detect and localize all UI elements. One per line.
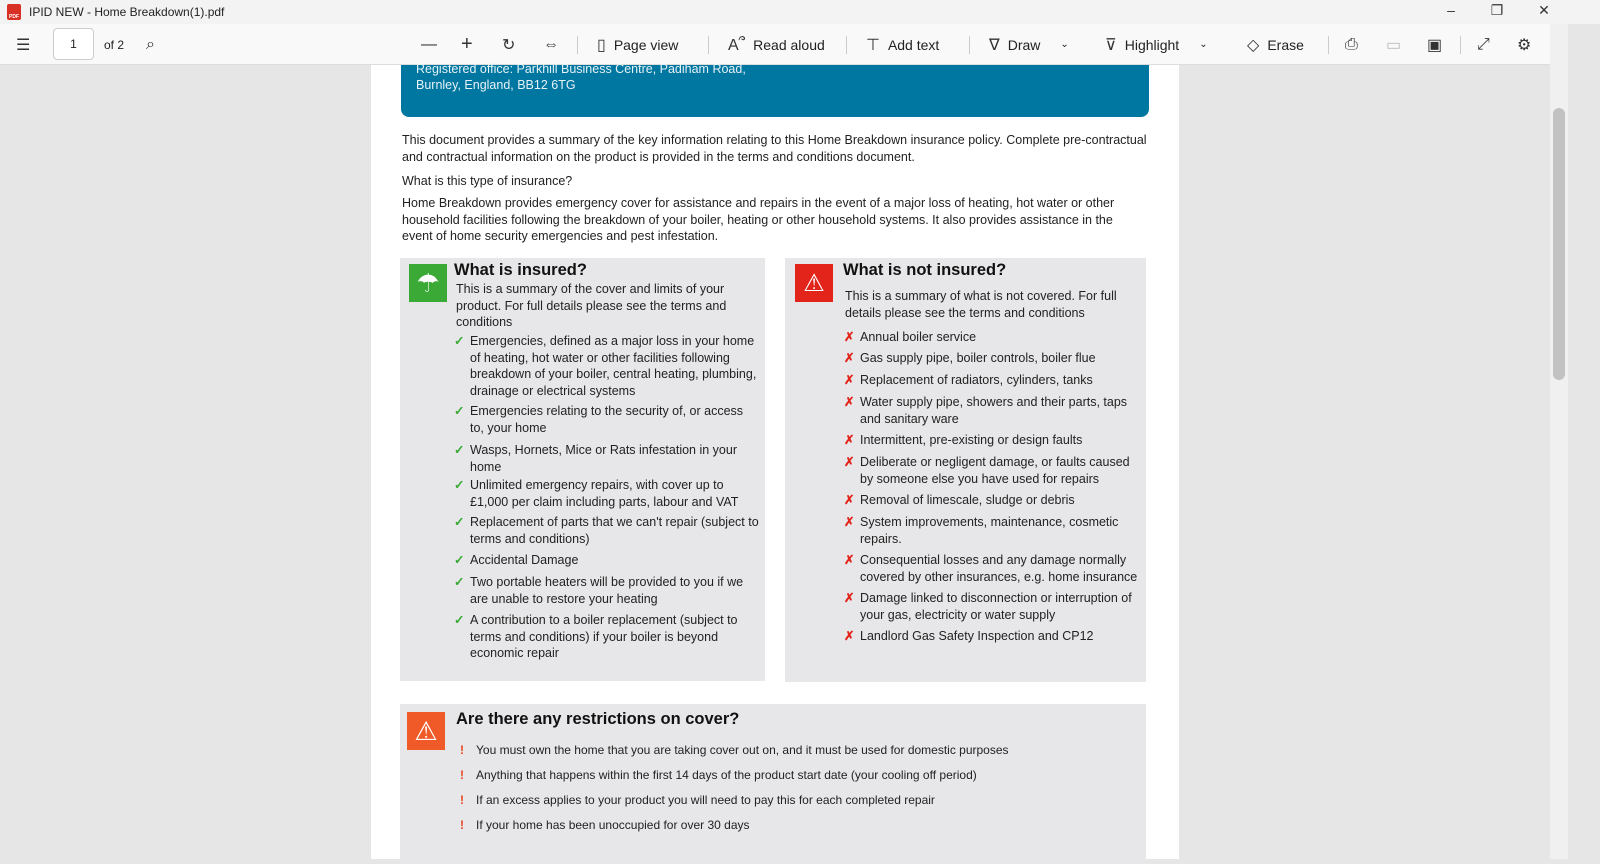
- exclamation-icon: !: [460, 743, 464, 757]
- list-item-text: Wasps, Hornets, Mice or Rats infestation in your home: [470, 443, 737, 474]
- pdf-page: [371, 62, 1179, 859]
- add-text-label: Add text: [887, 36, 940, 53]
- rotate-icon[interactable]: ↻: [502, 36, 516, 54]
- list-item: [460, 767, 1136, 784]
- list-item-text: Replacement of parts that we can't repair (subject to terms and conditions): [470, 515, 759, 546]
- save-as-icon[interactable]: ▣: [1427, 36, 1443, 54]
- list-item: [844, 492, 1140, 509]
- list-item-text: Unlimited emergency repairs, with cover up to £1,000 per claim including parts, labour and VAT: [470, 478, 739, 509]
- cross-icon: ✗: [844, 553, 855, 567]
- cross-icon: ✗: [844, 395, 855, 409]
- page-number-input[interactable]: 1: [53, 28, 94, 60]
- add-text-button[interactable]: [866, 24, 939, 65]
- registered-office-line-1: Registered office: Parkhill Business Centre, Padiham Road,: [416, 62, 746, 76]
- list-item: [844, 372, 1140, 389]
- registered-office-line-2: Burnley, England, BB12 6TG: [416, 78, 576, 92]
- list-item: [460, 792, 1136, 809]
- warning-cross-icon: ⚠: [795, 264, 833, 302]
- cross-icon: ✗: [844, 515, 855, 529]
- intro-text: This document provides a summary of the key information relating to this Home Breakdown insurance policy. Complete pre-contractual and contractual information on the product is provided in the terms and conditions document.: [402, 133, 1147, 164]
- cross-icon: ✗: [844, 455, 855, 469]
- chevron-down-icon[interactable]: ⌄: [1199, 39, 1208, 50]
- list-item-text: Emergencies, defined as a major loss in your home of heating, hot water or other facilities following breakdown of your boiler, central heating, plumbing, drainage or electrical systems: [470, 334, 757, 398]
- draw-button[interactable]: [989, 24, 1069, 65]
- list-item: [454, 333, 760, 399]
- cross-icon: ✗: [844, 330, 855, 344]
- search-icon[interactable]: ⌕: [146, 35, 155, 53]
- read-aloud-icon: A՞: [728, 36, 746, 54]
- save-icon[interactable]: ▭: [1386, 36, 1402, 54]
- list-item-text: Accidental Damage: [470, 553, 579, 567]
- page-total: of 2: [104, 37, 125, 52]
- section-title: What is not insured?: [843, 261, 1007, 279]
- list-item: [460, 817, 1136, 834]
- cross-icon: ✗: [844, 591, 855, 605]
- text-box-icon: ⊤: [866, 36, 880, 54]
- window-title: IPID NEW - Home Breakdown(1).pdf: [29, 5, 225, 19]
- list-item-text: System improvements, maintenance, cosmetic repairs.: [860, 515, 1119, 546]
- exclamation-icon: !: [460, 768, 464, 782]
- exclamation-icon: !: [460, 818, 464, 832]
- list-item-text: Water supply pipe, showers and their parts, taps and sanitary ware: [860, 395, 1128, 426]
- what-is-not-insured-section: [785, 258, 1146, 682]
- exclamation-icon: !: [460, 793, 464, 807]
- page-view-button[interactable]: [597, 24, 678, 65]
- list-item: [454, 514, 760, 547]
- cross-icon: ✗: [844, 629, 855, 643]
- check-icon: ✓: [454, 553, 465, 567]
- list-item: [844, 590, 1140, 623]
- erase-button[interactable]: [1247, 24, 1304, 65]
- list-item: [844, 432, 1140, 449]
- type-answer: Home Breakdown provides emergency cover for assistance and repairs in the event of a major loss of heating, hot water or other household facilities following the breakdown of your boiler, heating or other household systems. It also provides assistance in the event of home security emergencies and pest infestation.: [402, 196, 1115, 243]
- list-item-text: If your home has been unoccupied for over 30 days: [476, 818, 750, 832]
- list-item: [454, 574, 760, 607]
- list-item-text: Gas supply pipe, boiler controls, boiler flue: [860, 351, 1096, 365]
- type-question: What is this type of insurance?: [402, 174, 573, 188]
- list-item: [454, 477, 760, 510]
- list-item: [460, 742, 1136, 759]
- section-title: What is insured?: [454, 261, 587, 279]
- highlighter-icon: ⊽: [1105, 36, 1117, 54]
- cross-icon: ✗: [844, 351, 855, 365]
- toolbar: [0, 24, 1568, 65]
- list-item-text: If an excess applies to your product you will need to pay this for each completed repair: [476, 793, 935, 807]
- list-item: [454, 612, 760, 662]
- table-of-contents-icon[interactable]: ☰: [16, 36, 31, 54]
- list-item-text: Landlord Gas Safety Inspection and CP12: [860, 629, 1094, 643]
- section-title: Are there any restrictions on cover?: [456, 710, 740, 728]
- zoom-out-icon[interactable]: —: [421, 35, 437, 53]
- zoom-in-icon[interactable]: +: [461, 33, 473, 55]
- what-is-insured-section: [400, 258, 765, 681]
- header-banner: [401, 62, 1149, 117]
- cross-icon: ✗: [844, 373, 855, 387]
- list-item: [844, 514, 1140, 547]
- highlight-button[interactable]: [1105, 24, 1208, 65]
- list-item: [844, 394, 1140, 427]
- restore-button[interactable]: ❐: [1490, 2, 1504, 18]
- pdf-file-icon: PDF: [7, 4, 21, 20]
- list-item-text: Removal of limescale, sludge or debris: [860, 493, 1075, 507]
- list-item: [844, 552, 1140, 585]
- check-icon: ✓: [454, 613, 465, 627]
- list-item: [844, 454, 1140, 487]
- check-icon: ✓: [454, 334, 465, 348]
- list-item-text: Damage linked to disconnection or interruption of your gas, electricity or water supply: [860, 591, 1132, 622]
- cross-icon: ✗: [844, 433, 855, 447]
- list-item-text: A contribution to a boiler replacement (subject to terms and conditions) if your boiler is beyond economic repair: [470, 613, 738, 660]
- erase-label: Erase: [1267, 36, 1304, 53]
- cross-icon: ✗: [844, 493, 855, 507]
- list-item-text: Deliberate or negligent damage, or faults caused by someone else you have used for repairs: [860, 455, 1130, 486]
- list-item-text: Two portable heaters will be provided to you if we are unable to restore your heating: [470, 575, 744, 606]
- check-icon: ✓: [454, 443, 465, 457]
- list-item: [844, 628, 1140, 645]
- check-icon: ✓: [454, 575, 465, 589]
- fullscreen-icon[interactable]: ⤢: [1477, 35, 1490, 53]
- list-item-text: Replacement of radiators, cylinders, tanks: [860, 373, 1093, 387]
- restrictions-section: [400, 704, 1146, 864]
- read-aloud-button[interactable]: [728, 24, 825, 65]
- minimize-button[interactable]: –: [1447, 2, 1455, 18]
- settings-gear-icon[interactable]: ⚙: [1517, 36, 1532, 54]
- list-item-text: Intermittent, pre-existing or design faults: [860, 433, 1083, 447]
- highlight-label: Highlight: [1124, 36, 1180, 53]
- chevron-down-icon[interactable]: ⌄: [1060, 39, 1069, 50]
- read-aloud-label: Read aloud: [753, 36, 825, 53]
- list-item-text: You must own the home that you are taking cover out on, and it must be used for domestic purposes: [476, 743, 1009, 757]
- fit-width-icon[interactable]: ⇔: [543, 35, 559, 53]
- section-summary: This is a summary of what is not covered. For full details please see the terms and conditions: [845, 289, 1117, 320]
- list-item: [844, 329, 1140, 346]
- list-item: [844, 350, 1140, 367]
- list-item: [454, 552, 760, 569]
- page-view-icon: ▯: [597, 36, 606, 54]
- list-item: [454, 403, 760, 436]
- vertical-scrollbar[interactable]: [1550, 24, 1568, 859]
- print-icon[interactable]: ⎙: [1345, 35, 1358, 53]
- check-icon: ✓: [454, 404, 465, 418]
- warning-triangle-icon: ⚠: [407, 712, 445, 750]
- check-icon: ✓: [454, 515, 465, 529]
- close-button[interactable]: ✕: [1538, 2, 1550, 18]
- title-bar: [0, 0, 1600, 24]
- pen-icon: ∇: [989, 36, 1000, 54]
- section-summary: This is a summary of the cover and limits of your product. For full details please see the terms and conditions: [456, 282, 727, 329]
- eraser-icon: ◇: [1247, 36, 1260, 54]
- list-item-text: Anything that happens within the first 14 days of the product start date (your cooling off period): [476, 768, 977, 782]
- page-view-label: Page view: [613, 36, 679, 53]
- umbrella-icon: ☂: [409, 264, 447, 302]
- check-icon: ✓: [454, 478, 465, 492]
- list-item-text: Annual boiler service: [860, 330, 977, 344]
- list-item-text: Consequential losses and any damage normally covered by other insurances, e.g. home insurance: [860, 553, 1138, 584]
- list-item-text: Emergencies relating to the security of, or access to, your home: [470, 404, 744, 435]
- scrollbar-thumb[interactable]: [1553, 108, 1565, 380]
- list-item: [454, 442, 760, 475]
- draw-label: Draw: [1007, 36, 1041, 53]
